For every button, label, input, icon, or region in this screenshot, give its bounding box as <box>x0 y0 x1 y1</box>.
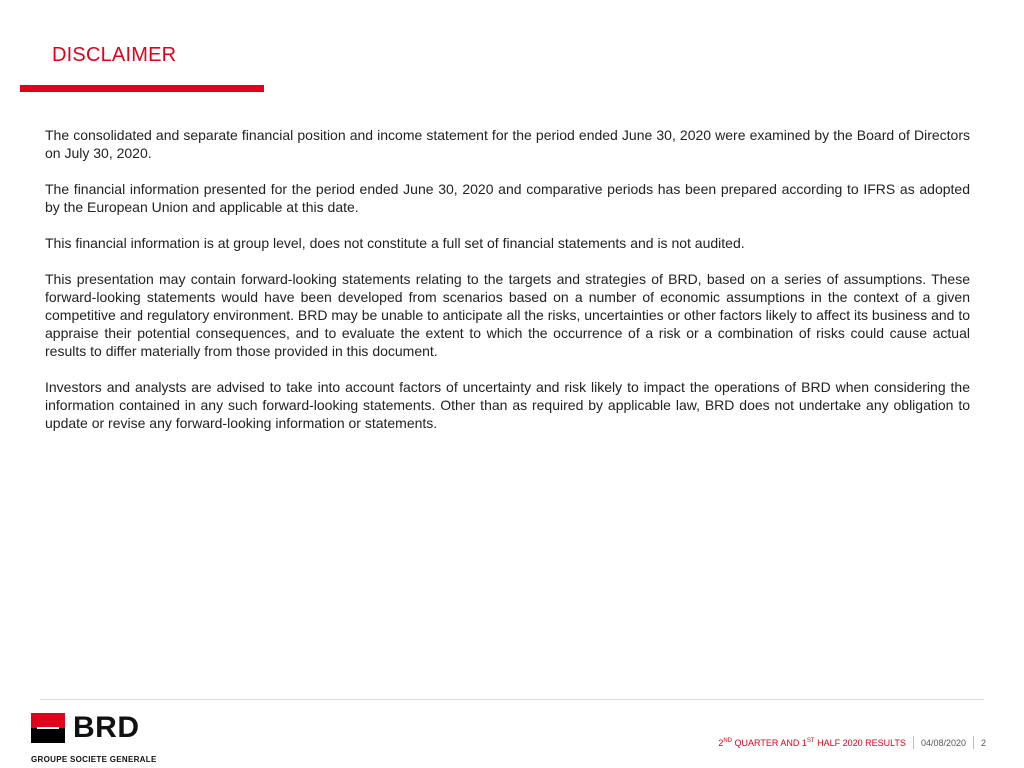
societe-generale-square-icon <box>31 713 65 743</box>
paragraph: The consolidated and separate financial position and income statement for the period ended June 30, 2020 were examined by the Board of Directors on July 30, 2020. <box>45 127 970 161</box>
footer-separator <box>973 736 974 749</box>
logo-wordmark: BRD <box>73 711 140 744</box>
page-number: 2 <box>980 737 986 748</box>
paragraph: This financial information is at group level, does not constitute a full set of financial statements and is not audited. <box>45 235 745 251</box>
logo-subtitle: GROUPE SOCIETE GENERALE <box>31 755 157 764</box>
footer-separator <box>913 736 914 749</box>
paragraph: The financial information presented for the period ended June 30, 2020 and comparative periods has been prepared according to IFRS as adopted by the European Union and applicable at this date. <box>45 181 970 215</box>
brd-logo <box>31 713 171 765</box>
footer-divider <box>40 699 984 700</box>
disclaimer-body <box>45 126 970 450</box>
page-title: DISCLAIMER <box>52 44 177 66</box>
report-date: 04/08/2020 <box>920 737 966 748</box>
title-underline <box>20 85 264 92</box>
paragraph: This presentation may contain forward-looking statements relating to the targets and strategies of BRD, based on a series of assumptions. These forward-looking statements would have been developed from scenarios based on a number of economic assumptions in the context of a given competitive and regulatory environment. BRD may be unable to anticipate all the risks, uncertainties or other factors likely to affect its business and to appraise their potential consequences, and to evaluate the extent to which the occurrence of a risk or a combination of risks could cause actual results to differ materially from those provided in this document. <box>45 271 970 359</box>
report-title: 2ND QUARTER AND 1ST HALF 2020 RESULTS <box>718 737 906 748</box>
footer-info <box>718 736 986 749</box>
paragraph: Investors and analysts are advised to take into account factors of uncertainty and risk likely to impact the operations of BRD when considering the information contained in any such forward-looking statements. Other than as required by applicable law, BRD does not undertake any obligation to update or revise any forward-looking information or statements. <box>45 379 970 431</box>
